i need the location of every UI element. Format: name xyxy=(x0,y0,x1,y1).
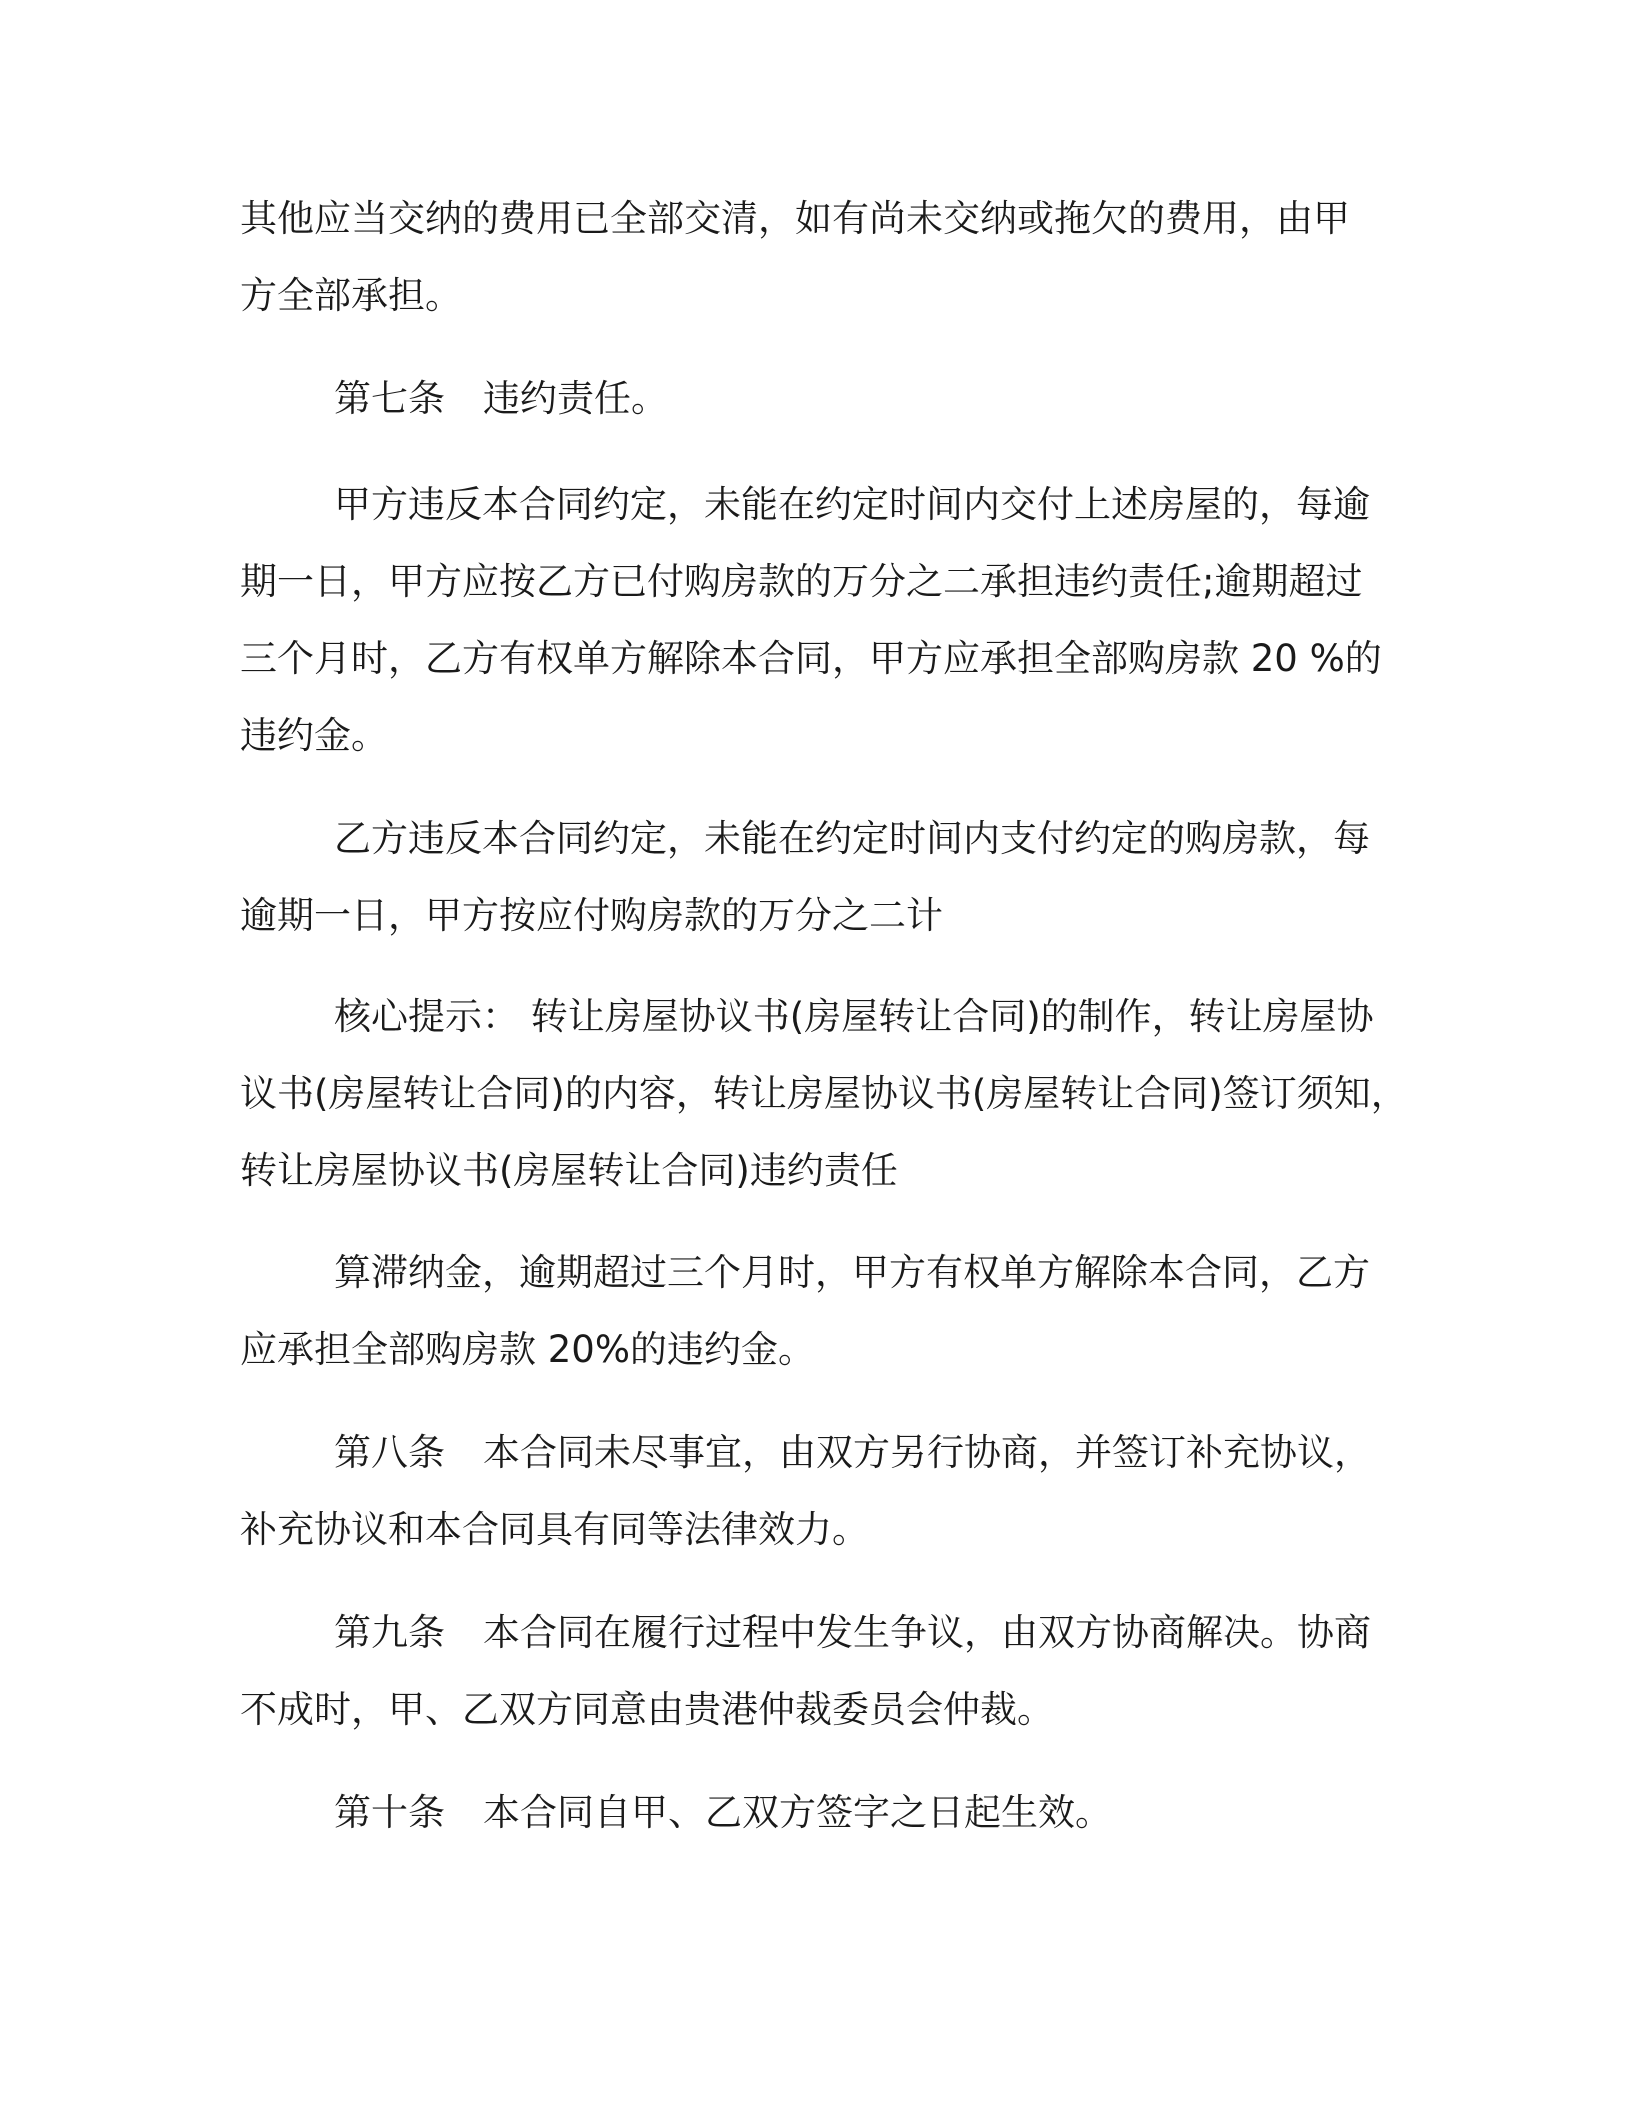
article-9 xyxy=(240,1594,1370,1748)
paragraph-core-tip xyxy=(240,978,1408,1209)
text-line: 本合同未尽事宜，由双方另行协商，并签订补充协议， xyxy=(483,1431,1371,1474)
text-line: 其他应当交纳的费用已全部交清，如有尚未交纳或拖欠的费用，由甲 xyxy=(240,197,1350,240)
text-line: 期一日，甲方应按乙方已付购房款的万分之二承担违约责任;逾期超过 xyxy=(240,560,1363,603)
text-line: 应承担全部购房款 20%的违约金。 xyxy=(240,1328,815,1371)
text-line: 核心提示： 转让房屋协议书(房屋转让合同)的制作，转让房屋协 xyxy=(334,995,1374,1038)
article-10-number: 第十条 xyxy=(334,1791,445,1834)
text-line: 补充协议和本合同具有同等法律效力。 xyxy=(240,1508,869,1551)
text-line: 议书(房屋转让合同)的内容，转让房屋协议书(房屋转让合同)签订须知， xyxy=(240,1072,1408,1115)
article-10 xyxy=(240,1774,1370,1851)
text-line: 乙方违反本合同约定，未能在约定时间内支付约定的购房款，每 xyxy=(334,817,1370,860)
paragraph-late-fee xyxy=(240,1234,1370,1388)
article-9-number: 第九条 xyxy=(334,1611,445,1654)
text-line: 本合同在履行过程中发生争议，由双方协商解决。协商 xyxy=(483,1611,1371,1654)
text-line: 逾期一日，甲方按应付购房款的万分之二计 xyxy=(240,894,943,937)
text-line: 本合同自甲、乙双方签字之日起生效。 xyxy=(483,1791,1112,1834)
text-line: 三个月时，乙方有权单方解除本合同，甲方应承担全部购房款 20 %的 xyxy=(240,637,1382,680)
text-line: 甲方违反本合同约定，未能在约定时间内交付上述房屋的，每逾 xyxy=(334,483,1370,526)
text-line: 方全部承担。 xyxy=(240,274,462,317)
paragraph-buyer-breach xyxy=(240,800,1370,954)
text-line: 不成时，甲、乙双方同意由贵港仲裁委员会仲裁。 xyxy=(240,1688,1054,1731)
article-7-number: 第七条 xyxy=(334,377,445,420)
article-8-number: 第八条 xyxy=(334,1431,445,1474)
text-line: 算滞纳金，逾期超过三个月时，甲方有权单方解除本合同，乙方 xyxy=(334,1251,1370,1294)
text-line: 转让房屋协议书(房屋转让合同)违约责任 xyxy=(240,1149,898,1192)
article-8 xyxy=(240,1414,1370,1568)
paragraph-fees xyxy=(240,180,1370,334)
article-7-title: 违约责任。 xyxy=(483,377,668,420)
paragraph-seller-breach xyxy=(240,466,1382,774)
article-7-heading xyxy=(240,360,1370,437)
text-line: 违约金。 xyxy=(240,714,388,757)
